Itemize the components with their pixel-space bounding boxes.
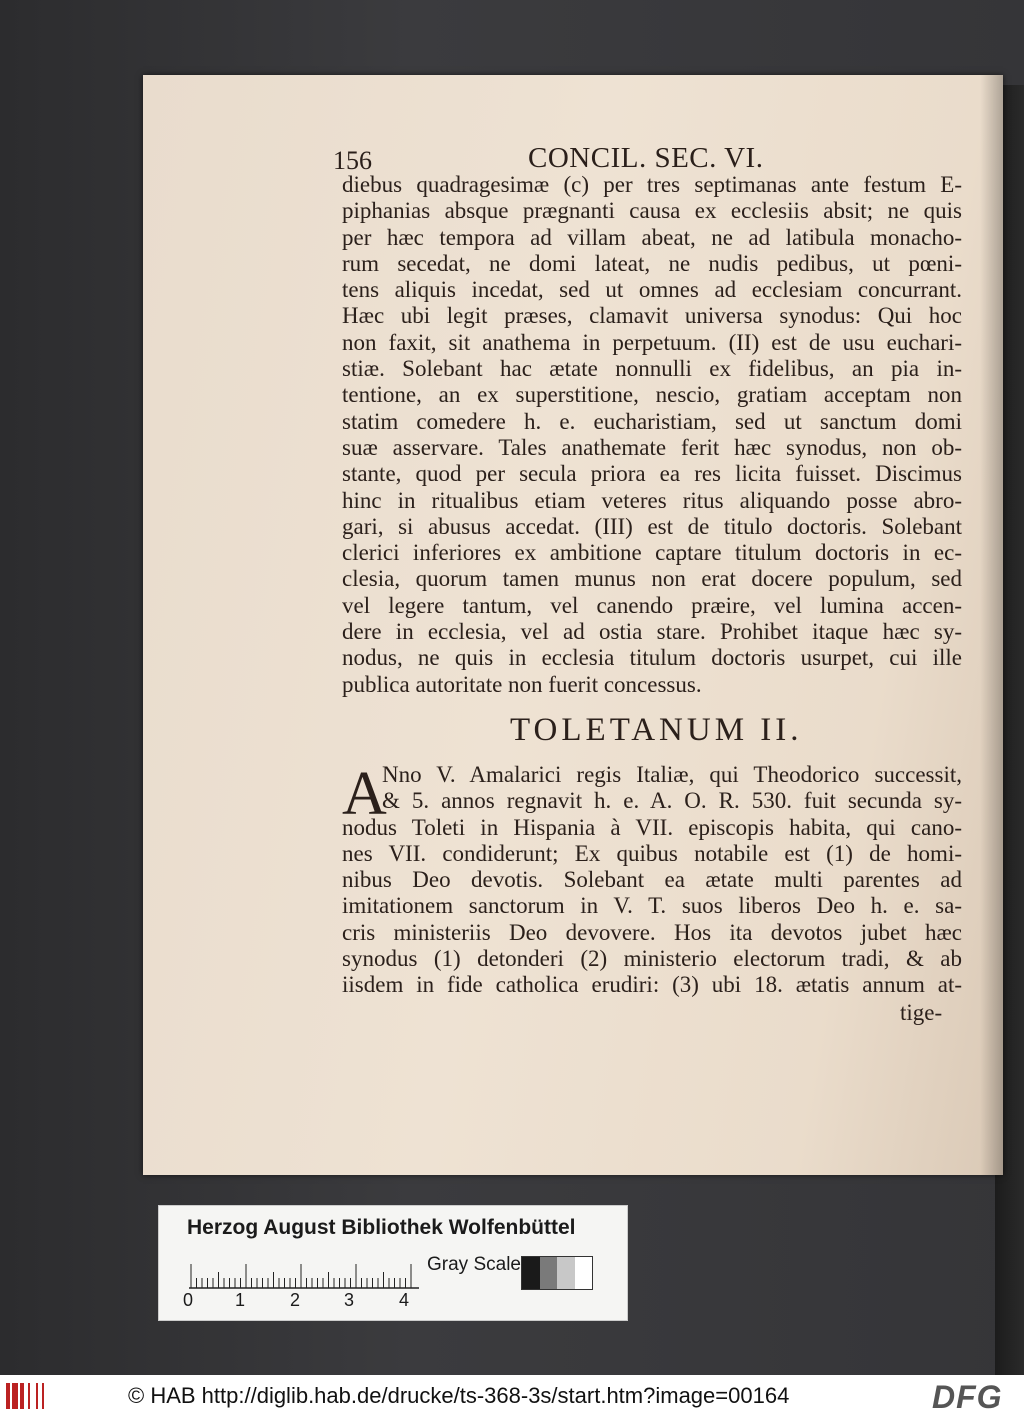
text-line: dere in ecclesia, vel ad ostia stare. Prohibet itaque hæc sy- — [342, 619, 962, 645]
catchword: tige- — [900, 1000, 943, 1025]
drop-capital: A — [342, 760, 387, 828]
text-line: tentione, an ex superstitione, nescio, gratiam acceptam non — [342, 382, 962, 408]
gray-swatch — [540, 1257, 558, 1289]
card-title: Herzog August Bibliothek Wolfenbüttel — [187, 1216, 576, 1239]
barcode-bar — [36, 1383, 38, 1409]
gray-swatch — [575, 1257, 593, 1289]
text-line: gari, si abusus accedat. (III) est de titulo doctoris. Solebant — [342, 513, 962, 539]
barcode-bar — [20, 1383, 24, 1409]
text-line: per hæc tempora ad villam abeat, ne ad latibula monacho- — [342, 224, 962, 250]
text-line: tens aliquis incedat, sed ut omnes ad ecclesiam concurrant. — [342, 277, 962, 303]
text-line: iisdem in fide catholica erudiri: (3) ubi 18. ætatis annum at- — [342, 972, 962, 998]
text-line: nes VII. condiderunt; Ex quibus notabile est (1) de homi- — [342, 840, 962, 866]
footer-bar — [0, 1375, 1024, 1417]
text-line: suæ asservare. Tales anathemate ferit hæc synodus, non ob- — [342, 434, 962, 460]
text-line: rum secedat, ne domi lateat, ne nudis pedibus, ut pœni- — [342, 250, 962, 276]
gray-scale-label: Gray Scale — [427, 1254, 521, 1275]
ruler-label: 0 — [183, 1290, 194, 1310]
ruler-label: 4 — [399, 1290, 410, 1310]
barcode-bar — [6, 1383, 10, 1409]
gray-scale-swatches — [521, 1256, 593, 1290]
barcode-bar — [42, 1383, 44, 1409]
text-line: diebus quadragesimæ (c) per tres septimanas ante festum E- — [342, 172, 962, 197]
text-line: clesia, quorum tamen munus non erat docere populum, sed — [342, 566, 962, 592]
text-line: & 5. annos regnavit h. e. A. O. R. 530. fuit secunda sy- — [382, 788, 962, 814]
text-line: hinc in ritualibus etiam veteres ritus aliquando posse abro- — [342, 487, 962, 513]
text-line: Hæc ubi legit præses, clamavit universa synodus: Qui hoc — [342, 303, 962, 329]
ruler-labels — [179, 1290, 419, 1312]
barcode-icon — [6, 1383, 50, 1409]
dfg-logo: DFG — [932, 1379, 1003, 1415]
text-line: piphanias absque prægnanti causa ex ecclesiis absit; ne quis — [342, 198, 962, 224]
text-line: stiæ. Solebant hac ætate nonnulli ex fidelibus, an pia in- — [342, 356, 962, 382]
text-line: cris ministeriis Deo devovere. Hos ita devotos jubet hæc — [342, 919, 962, 945]
text-line: Nno V. Amalarici regis Italiæ, qui Theodorico successit, — [382, 762, 962, 787]
footer-link[interactable]: © HAB http://diglib.hab.de/drucke/ts-368-3s/start.htm?image=00164 — [128, 1383, 790, 1408]
text-line: statim comedere h. e. eucharistiam, sed ut sanctum domi — [342, 408, 962, 434]
text-line: publica autoritate non fuerit concessus. — [342, 671, 702, 697]
gray-swatch — [557, 1257, 575, 1289]
text-line: imitationem sanctorum in V. T. suos liberos Deo h. e. sa- — [342, 893, 962, 919]
page-number: 156 — [333, 146, 372, 175]
body-text-1 — [342, 172, 962, 698]
ruler-label: 2 — [290, 1290, 301, 1310]
barcode-bar — [28, 1383, 30, 1409]
text-line: synodus (1) detonderi (2) ministerio electorum tradi, & ab — [342, 946, 962, 972]
page-fold-shadow — [980, 75, 1003, 1175]
text-line: nodus Toleti in Hispania à VII. episcopis habita, qui cano- — [342, 814, 962, 840]
text-line: non faxit, sit anathema in perpetuum. (II) est de usu euchari- — [342, 329, 962, 355]
ruler-label: 3 — [344, 1290, 355, 1310]
running-head-title: CONCIL. SEC. VI. — [528, 142, 764, 174]
body-text-2 — [342, 762, 962, 999]
barcode-bar — [12, 1383, 18, 1409]
ruler-scale — [189, 1254, 419, 1290]
text-line: stante, quod per secula priora ea res licita fuisset. Discimus — [342, 461, 962, 487]
text-line: clerici inferiores ex ambitione captare titulum doctoris in ec- — [342, 540, 962, 566]
color-calibration-card — [158, 1205, 628, 1321]
gray-swatch — [522, 1257, 540, 1289]
text-line: nodus, ne quis in ecclesia titulum doctoris usurpet, cui ille — [342, 645, 962, 671]
text-line: nibus Deo devotis. Solebant ea ætate multi parentes ad — [342, 867, 962, 893]
section-title: TOLETANUM II. — [510, 712, 803, 748]
ruler-label: 1 — [235, 1290, 246, 1310]
text-line: vel legere tantum, vel canendo præire, vel lumina accen- — [342, 592, 962, 618]
